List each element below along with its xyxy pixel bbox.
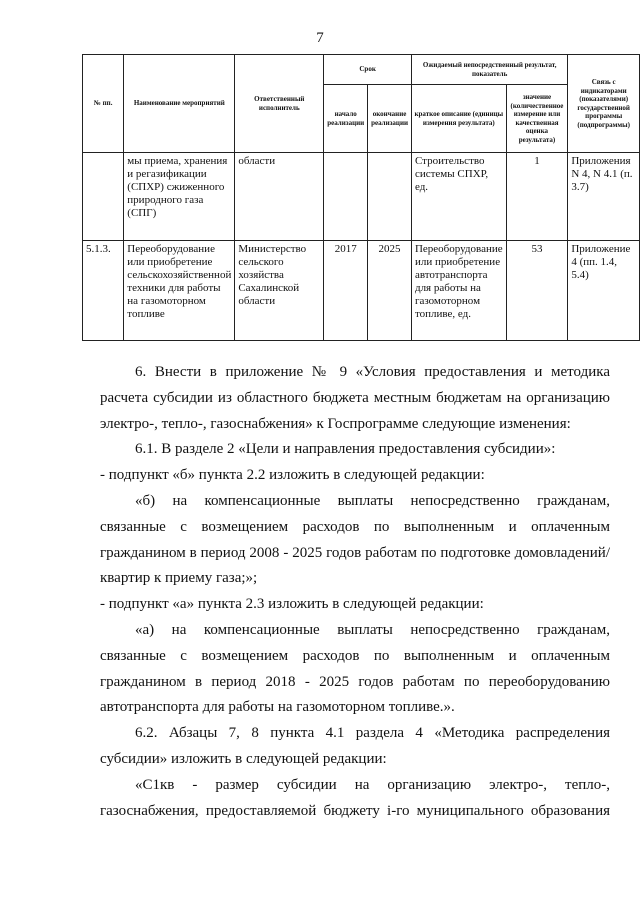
paragraph: «С1кв - размер субсидии на организацию электро-, тепло-, газоснабжения, предоставляемой бюджету i-го муниципального образования xyxy=(100,776,610,819)
header-term-start: начало реализации xyxy=(324,85,368,153)
measures-table xyxy=(82,54,640,341)
cell-name: Переоборудование или приобретение сельскохозяйственной техники для работы на газомоторном топливе xyxy=(124,241,235,341)
paragraph: - подпункт «б» пункта 2.2 изложить в следующей редакции: xyxy=(100,467,485,484)
cell-executor: Министерство сельского хозяйства Сахалинской области xyxy=(235,241,324,341)
paragraph: 6.1. В разделе 2 «Цели и направления предоставления субсидии»: xyxy=(135,441,556,458)
paragraph: - подпункт «а» пункта 2.3 изложить в следующей редакции: xyxy=(100,596,484,613)
table-row xyxy=(83,153,640,241)
header-result-value: значение (количественное измерение или качественная оценка результата) xyxy=(506,85,568,153)
cell-result-value: 1 xyxy=(506,153,568,241)
cell-end xyxy=(368,153,412,241)
body-text xyxy=(100,360,610,824)
header-term: Срок xyxy=(324,55,412,85)
cell-link: Приложения N 4, N 4.1 (п. 3.7) xyxy=(568,153,640,241)
page-number: 7 xyxy=(316,30,324,46)
cell-link: Приложение 4 (пп. 1.4, 5.4) xyxy=(568,241,640,341)
paragraph: «б) на компенсационные выплаты непосредственно гражданам, связанные с возмещением расходов по выполненным и оплаченным гражданином в период 2008 - 2025 годов работам по подготовке домовладений/квартир к приему газа;»; xyxy=(100,492,610,587)
cell-start: 2017 xyxy=(324,241,368,341)
header-link: Связь с индикаторами (показателями) государственной программы (подпрограммы) xyxy=(568,55,640,153)
cell-no xyxy=(83,153,124,241)
cell-result-value: 53 xyxy=(506,241,568,341)
cell-result-desc: Строительство системы СПХР, ед. xyxy=(411,153,506,241)
header-no: № пп. xyxy=(83,55,124,153)
header-executor: Ответственный исполнитель xyxy=(235,55,324,153)
header-name: Наименование мероприятий xyxy=(124,55,235,153)
paragraph: 6.2. Абзацы 7, 8 пункта 4.1 раздела 4 «Методика распределения субсидии» изложить в следующей редакции: xyxy=(100,725,610,767)
cell-start xyxy=(324,153,368,241)
header-term-end: окончание реализации xyxy=(368,85,412,153)
cell-result-desc: Переоборудование или приобретение автотранспорта для работы на газомоторном топливе, ед. xyxy=(411,241,506,341)
header-result: Ожидаемый непосредственный результат, показатель xyxy=(411,55,567,85)
table-row xyxy=(83,241,640,341)
paragraph: 6. Внести в приложение № 9 «Условия предоставления и методика расчета субсидии из областного бюджета местным бюджетам на организацию электро-, тепло-, газоснабжения» к Госпрограмме следующие изменения: xyxy=(100,364,610,432)
cell-end: 2025 xyxy=(368,241,412,341)
cell-name: мы приема, хранения и регазификации (СПХР) сжиженного природного газа (СПГ) xyxy=(124,153,235,241)
header-result-desc: краткое описание (единицы измерения результата) xyxy=(411,85,506,153)
paragraph: «а) на компенсационные выплаты непосредственно гражданам, связанные с возмещением расходов по выполненным и оплаченным гражданином в период 2018 - 2025 годов работам по переоборудованию автотранспорта для работы на газомоторном топливе.». xyxy=(100,621,610,716)
cell-no: 5.1.3. xyxy=(83,241,124,341)
cell-executor: области xyxy=(235,153,324,241)
